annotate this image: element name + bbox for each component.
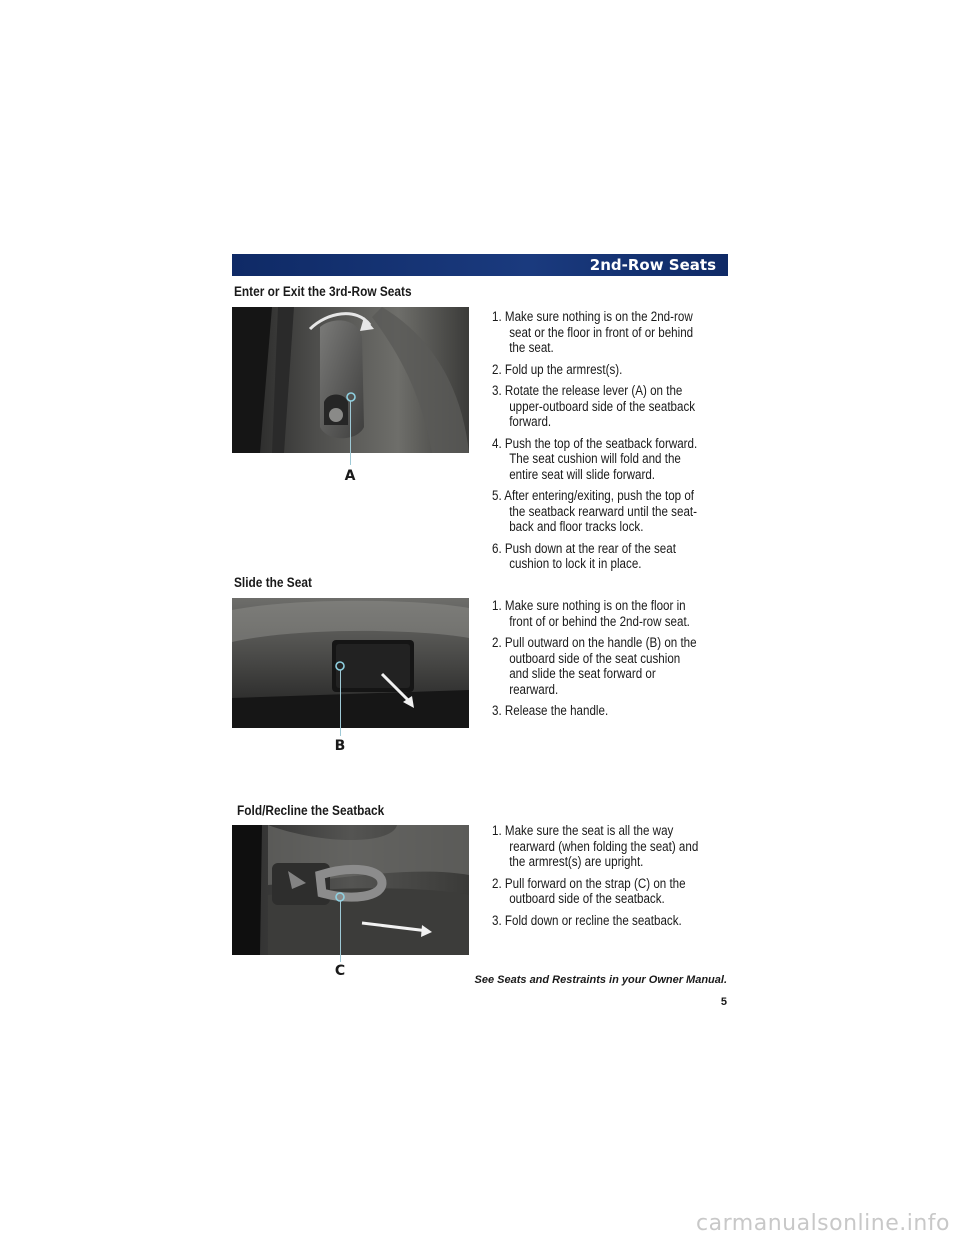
leader-line-a	[350, 401, 351, 453]
callout-label-b: B	[334, 738, 346, 754]
callout-label-a: A	[344, 468, 356, 484]
step-item: 6. Push down at the rear of the seat cushion to lock it in place.	[492, 540, 676, 571]
steps-list-enter-exit	[492, 309, 703, 578]
steps-list-slide	[492, 598, 703, 725]
step-item: 4. Push the top of the seatback forward. The seat cushion will fold and the entire seat will slide forward.	[492, 435, 698, 482]
step-item: 3. Fold down or recline the seatback.	[492, 912, 682, 928]
step-item: 1. Make sure nothing is on the 2nd-row seat or the floor in front of or behind the seat.	[492, 309, 694, 355]
step-item: 1. Make sure nothing is on the floor in front of or behind the 2nd-row seat.	[492, 598, 690, 629]
page-number: 5	[720, 996, 727, 1008]
step-item: 1. Make sure the seat is all the way rearward (when folding the seat) and the armrest(s) are upright.	[492, 823, 699, 869]
step-item: 2. Pull outward on the handle (B) on the outboard side of the seat cushion and slide the seat forward or rearward.	[492, 635, 697, 697]
step-item: 3. Rotate the release lever (A) on the upper-outboard side of the seatback forward.	[492, 383, 696, 429]
step-item: 3. Release the handle.	[492, 703, 609, 718]
step-item: 5. After entering/exiting, push the top of the seatback rearward until the seat-back and floor tracks lock.	[492, 488, 698, 534]
photo-slide-handle	[232, 598, 469, 728]
section-header-bar	[232, 254, 728, 276]
watermark: carmanualsonline.info	[696, 1211, 950, 1236]
leader-line-c	[340, 900, 341, 962]
callout-label-c: C	[334, 963, 346, 979]
leader-line-b	[340, 670, 341, 736]
owner-manual-reference: See Seats and Restraints in your Owner Manual.	[474, 974, 727, 986]
step-item: 2. Fold up the armrest(s).	[492, 361, 623, 377]
section-heading-enter-exit: Enter or Exit the 3rd-Row Seats	[234, 284, 412, 299]
step-item: 2. Pull forward on the strap (C) on the outboard side of the seatback.	[492, 875, 686, 906]
steps-list-fold-recline	[492, 823, 703, 934]
photo-recline-strap	[232, 825, 469, 955]
section-heading-fold-recline: Fold/Recline the Seatback	[237, 803, 385, 818]
section-heading-slide: Slide the Seat	[234, 575, 312, 590]
leader-line-a-below	[350, 453, 351, 465]
page-title: 2nd-Row Seats	[589, 256, 716, 274]
